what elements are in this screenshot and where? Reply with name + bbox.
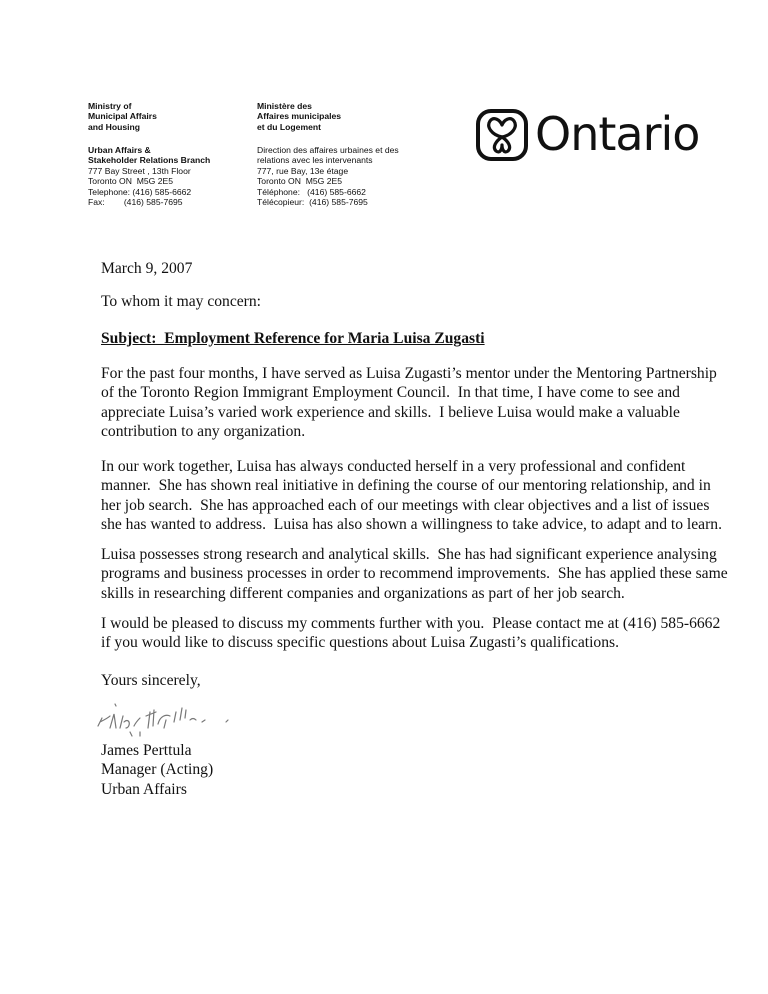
paragraph-line: manner. She has shown real initiative in defining the course of our mentoring relationship, and in: [101, 477, 711, 495]
ministry-line: et du Logement: [257, 121, 321, 132]
branch-name: relations avec les intervenants: [257, 155, 373, 166]
signature-scribble: [90, 692, 250, 738]
paragraph-line: skills in researching different companies and organizations as part of her job search.: [101, 584, 625, 602]
city-address: Toronto ON M5G 2E5: [257, 176, 343, 187]
subject-line: [101, 329, 721, 348]
telephone: Téléphone: (416) 585-6662: [257, 186, 366, 197]
ontario-logo: [474, 107, 700, 163]
paragraph: [101, 614, 721, 653]
paragraph-line: Luisa possesses strong research and analytical skills. She has had significant experience analysing: [101, 546, 717, 563]
letter-date: [101, 259, 721, 278]
fax: Fax: (416) 585-7695: [88, 197, 183, 208]
branch-name: Stakeholder Relations Branch: [88, 155, 211, 166]
ministry-name-french: [257, 101, 341, 132]
street-address: 777, rue Bay, 13e étage: [257, 165, 349, 176]
paragraph-line: appreciate Luisa’s varied work experience and skills. I believe Luisa would make a valuable: [101, 403, 680, 421]
ministry-line: Ministère des: [257, 101, 312, 111]
signatory-title: Manager (Acting): [101, 761, 214, 779]
street-address: 777 Bay Street , 13th Floor: [88, 165, 191, 176]
date-text: March 9, 2007: [101, 260, 193, 277]
paragraph-line: I would be pleased to discuss my comments further with you. Please contact me at (416) 585-6662: [101, 615, 721, 632]
paragraph-line: she has wanted to address. Luisa has also shown a willingness to take advice, to adapt and to learn.: [101, 515, 722, 533]
closing: [101, 671, 721, 690]
ministry-line: Affaires municipales: [257, 111, 342, 122]
paragraph: [101, 457, 721, 534]
paragraph-line: In our work together, Luisa has always conducted herself in a very professional and confident: [101, 458, 686, 475]
fax: Télécopieur: (416) 585-7695: [257, 197, 368, 208]
paragraph: [101, 545, 728, 603]
ministry-name-english: [88, 101, 157, 132]
paragraph-line: For the past four months, I have served as Luisa Zugasti’s mentor under the Mentoring Partnership: [101, 365, 717, 382]
paragraph-line: of the Toronto Region Immigrant Employment Council. In that time, I have come to see and: [101, 384, 680, 402]
salutation: [101, 292, 721, 311]
signatory-unit: Urban Affairs: [101, 780, 187, 798]
salutation-text: To whom it may concern:: [101, 293, 262, 310]
handwritten-signature: [90, 692, 250, 738]
paragraph-line: if you would like to discuss specific questions about Luisa Zugasti’s qualifications.: [101, 634, 619, 652]
signatory-name: James Perttula: [101, 742, 192, 759]
ministry-line: and Housing: [88, 121, 141, 132]
paragraph-line: programs and business processes in order to recommend improvements. She has applied these same: [101, 565, 728, 583]
paragraph-line: her job search. She has approached each of our meetings with clear objectives and a list of issues: [101, 496, 710, 514]
subject-text: Subject: Employment Reference for Maria Luisa Zugasti: [101, 330, 485, 347]
closing-text: Yours sincerely,: [101, 672, 201, 689]
telephone: Telephone: (416) 585-6662: [88, 186, 192, 197]
city-address: Toronto ON M5G 2E5: [88, 176, 174, 187]
paragraph: [101, 364, 721, 441]
branch-address-french: [257, 145, 399, 207]
branch-name: Direction des affaires urbaines et des: [257, 145, 399, 155]
ministry-line: Ministry of: [88, 101, 132, 111]
branch-name: Urban Affairs &: [88, 145, 151, 155]
branch-address-english: [88, 145, 210, 207]
ministry-line: Municipal Affairs: [88, 111, 157, 122]
trillium-icon: [474, 107, 530, 163]
signature-block: [101, 741, 721, 799]
logo-wordmark: Ontario: [535, 107, 700, 161]
paragraph-line: contribution to any organization.: [101, 422, 306, 440]
